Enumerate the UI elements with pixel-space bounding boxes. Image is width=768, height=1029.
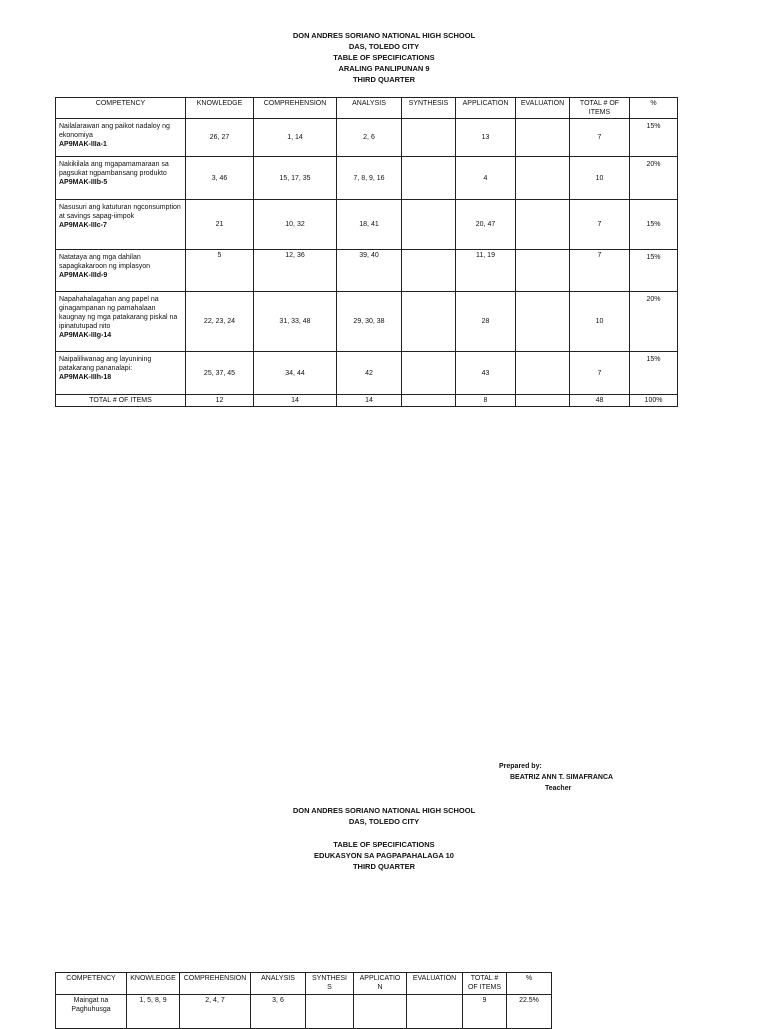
competency-cell: Naipaliliwanag ang layunining patakarang pananalapi: AP9MAK-IIIh-18 [56,352,186,395]
competency-cell: Nasusuri ang katuturan ngconsumption at savings sapag-iimpok AP9MAK-IIIc-7 [56,200,186,250]
school-name: DON ANDRES SORIANO NATIONAL HIGH SCHOOL [292,806,476,815]
total-cell: 10 [570,157,630,200]
prepared-by-label: Prepared by: [499,763,542,770]
application-cell: 4 [456,157,516,200]
evaluation-cell [516,250,570,292]
col-total-items: TOTAL # OF ITEMS [570,98,630,119]
table-row [56,200,678,250]
percent-cell: 15% [630,200,678,250]
specifications-table-esp10 [55,972,552,1029]
knowledge-cell: 26, 27 [186,119,254,157]
quarter-label: THIRD QUARTER [352,862,416,871]
col-analysis: ANALYSIS [251,973,306,995]
application-cell [354,995,407,1029]
doc2-header-bottom [0,839,768,872]
competency-cell: Nakikilala ang mgapamamaraan sa pagsukat ngpambansang produkto AP9MAK-IIIb-5 [56,157,186,200]
analysis-cell: 39, 40 [337,250,402,292]
competency-code: AP9MAK-IIIg-14 [59,332,112,339]
total-cell: 7 [570,119,630,157]
total-knowledge: 12 [186,395,254,407]
subject-name: ARALING PANLIPUNAN 9 [338,64,430,73]
total-evaluation [516,395,570,407]
analysis-cell: 18, 41 [337,200,402,250]
competency-code: AP9MAK-IIIb-5 [59,179,108,186]
col-application: APPLICATIO N [354,973,407,995]
synthesis-cell [402,250,456,292]
synthesis-cell [306,995,354,1029]
application-cell: 20, 47 [456,200,516,250]
analysis-cell: 29, 30, 38 [337,292,402,352]
comprehension-cell: 1, 14 [254,119,337,157]
quarter-label: THIRD QUARTER [352,75,416,84]
table-row [56,995,552,1029]
synthesis-cell [402,352,456,395]
total-application: 8 [456,395,516,407]
competency-cell: Nailalarawan ang paikot nadaloy ng ekonomiya AP9MAK-IIIa-1 [56,119,186,157]
application-cell: 43 [456,352,516,395]
total-analysis: 14 [337,395,402,407]
col-knowledge: KNOWLEDGE [186,98,254,119]
knowledge-cell: 1, 5, 8, 9 [127,995,180,1029]
doc-title: TABLE OF SPECIFICATIONS [333,53,435,62]
col-percent: % [507,973,552,995]
col-evaluation: EVALUATION [407,973,463,995]
total-synthesis [402,395,456,407]
knowledge-cell: 22, 23, 24 [186,292,254,352]
total-cell: 9 [463,995,507,1029]
totals-row [56,395,678,407]
school-address: DAS, TOLEDO CITY [348,817,420,826]
table-header-row [56,973,552,995]
competency-cell: Natataya ang mga dahilan sapagkakaroon ng implasyon AP9MAK-IIId-9 [56,250,186,292]
table-row [56,119,678,157]
percent-cell: 15% [630,119,678,157]
competency-cell: Napahahalagahan ang papel na ginagampanan ng pamahalaan kaugnay ng mga patakarang piskal na ipinatutupad nito AP9MAK-IIIg-14 [56,292,186,352]
total-percent: 100% [630,395,678,407]
evaluation-cell [516,119,570,157]
synthesis-cell [402,200,456,250]
table-row [56,250,678,292]
evaluation-cell [516,200,570,250]
doc2-header-top [0,805,768,827]
school-name: DON ANDRES SORIANO NATIONAL HIGH SCHOOL [292,31,476,40]
analysis-cell: 2, 6 [337,119,402,157]
doc1-header [0,30,768,85]
school-address: DAS, TOLEDO CITY [348,42,420,51]
comprehension-cell: 10, 32 [254,200,337,250]
competency-code: AP9MAK-IIIh-18 [59,374,112,381]
col-comprehension: COMPREHENSION [180,973,251,995]
comprehension-cell: 12, 36 [254,250,337,292]
percent-cell: 22.5% [507,995,552,1029]
col-competency: COMPETENCY [56,98,186,119]
comprehension-cell: 34, 44 [254,352,337,395]
knowledge-cell: 25, 37, 45 [186,352,254,395]
doc-title: TABLE OF SPECIFICATIONS [333,840,435,849]
knowledge-cell: 3, 46 [186,157,254,200]
competency-code: AP9MAK-IIIc-7 [59,222,107,229]
total-cell: 7 [570,200,630,250]
application-cell: 28 [456,292,516,352]
prepared-by-role: Teacher [545,785,572,792]
table-row [56,292,678,352]
application-cell: 13 [456,119,516,157]
synthesis-cell [402,157,456,200]
analysis-cell: 42 [337,352,402,395]
col-application: APPLICATION [456,98,516,119]
col-synthesis: SYNTHESIS [402,98,456,119]
evaluation-cell [407,995,463,1029]
total-comprehension: 14 [254,395,337,407]
competency-code: AP9MAK-IIIa-1 [59,141,107,148]
knowledge-cell: 5 [186,250,254,292]
competency-cell: Maingat na Paghuhusga [56,995,127,1029]
total-cell: 10 [570,292,630,352]
totals-label: TOTAL # OF ITEMS [56,395,186,407]
table-row [56,352,678,395]
table-row [56,157,678,200]
evaluation-cell [516,292,570,352]
percent-cell: 20% [630,157,678,200]
col-percent: % [630,98,678,119]
col-comprehension: COMPREHENSION [254,98,337,119]
analysis-cell: 7, 8, 9, 16 [337,157,402,200]
comprehension-cell: 31, 33, 48 [254,292,337,352]
col-competency: COMPETENCY [56,973,127,995]
subject-name: EDUKASYON SA PAGPAPAHALAGA 10 [314,851,454,860]
comprehension-cell: 2, 4, 7 [180,995,251,1029]
competency-code: AP9MAK-IIId-9 [59,272,108,279]
evaluation-cell [516,352,570,395]
synthesis-cell [402,292,456,352]
application-cell: 11, 19 [456,250,516,292]
analysis-cell: 3, 6 [251,995,306,1029]
percent-cell: 20% [630,292,678,352]
col-total-items: TOTAL # OF ITEMS [463,973,507,995]
table-header-row [56,98,678,119]
prepared-by-block [499,761,613,794]
percent-cell: 15% [630,250,678,292]
comprehension-cell: 15, 17, 35 [254,157,337,200]
prepared-by-name: BEATRIZ ANN T. SIMAFRANCA [510,774,614,781]
percent-cell: 15% [630,352,678,395]
col-synthesis: SYNTHESI S [306,973,354,995]
synthesis-cell [402,119,456,157]
knowledge-cell: 21 [186,200,254,250]
col-evaluation: EVALUATION [516,98,570,119]
col-knowledge: KNOWLEDGE [127,973,180,995]
col-analysis: ANALYSIS [337,98,402,119]
specifications-table-ap9 [55,97,678,407]
evaluation-cell [516,157,570,200]
total-cell: 7 [570,352,630,395]
total-cell: 7 [570,250,630,292]
total-items: 48 [570,395,630,407]
